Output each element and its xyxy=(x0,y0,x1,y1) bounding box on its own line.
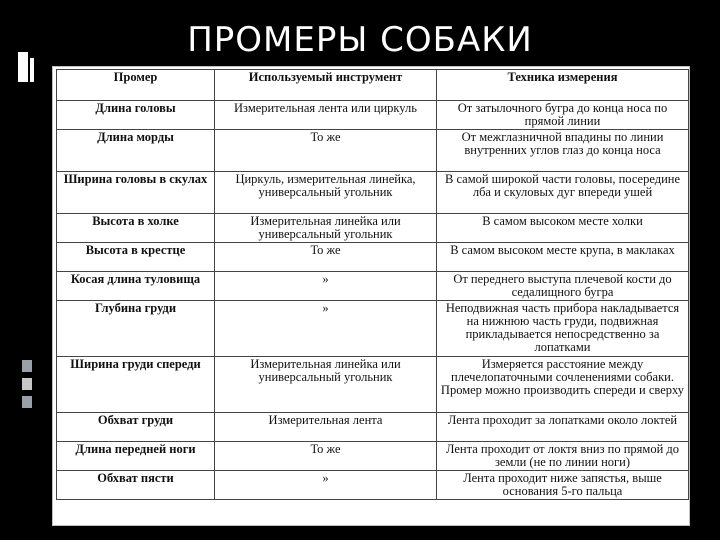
technique-cell: Лента проходит за лопатками около локтей xyxy=(437,413,689,442)
header-measurement: Промер xyxy=(57,70,215,101)
table-row xyxy=(57,172,689,214)
technique-cell: Измеряется расстояние между плечелопаточными сочленениями собаки. Промер можно производить спереди и сверху xyxy=(437,357,689,413)
technique-cell: В самом высоком месте холки xyxy=(437,214,689,243)
instrument-cell: Измерительная линейка или универсальный угольник xyxy=(215,214,437,243)
instrument-cell: » xyxy=(215,272,437,301)
instrument-cell: » xyxy=(215,471,437,500)
instrument-cell: То же xyxy=(215,130,437,172)
measurement-cell: Ширина груди спереди xyxy=(57,357,215,413)
decor-square-2 xyxy=(22,378,32,390)
table-row xyxy=(57,471,689,500)
technique-cell: Лента проходит ниже запястья, выше основания 5-го пальца xyxy=(437,471,689,500)
measurement-cell: Высота в крестце xyxy=(57,243,215,272)
instrument-cell: Измерительная линейка или универсальный угольник xyxy=(215,357,437,413)
table-row xyxy=(57,301,689,357)
instrument-cell: То же xyxy=(215,442,437,471)
table-header-row xyxy=(57,70,689,101)
table-row xyxy=(57,130,689,172)
technique-cell: От межглазничной впадины по линии внутренних углов глаз до конца носа xyxy=(437,130,689,172)
technique-cell: Неподвижная часть прибора накладывается на нижнюю часть груди, подвижная прикладывается непосредственно за лопатками xyxy=(437,301,689,357)
measurement-cell: Обхват пясти xyxy=(57,471,215,500)
table-row xyxy=(57,357,689,413)
table-row xyxy=(57,272,689,301)
decor-bar-top xyxy=(18,52,28,82)
table-row xyxy=(57,214,689,243)
instrument-cell: То же xyxy=(215,243,437,272)
decor-bar-mid xyxy=(30,58,34,82)
technique-cell: Лента проходит от локтя вниз по прямой до земли (не по линии ноги) xyxy=(437,442,689,471)
measurement-cell: Ширина головы в скулах xyxy=(57,172,215,214)
measurement-cell: Высота в холке xyxy=(57,214,215,243)
header-technique: Техника измерения xyxy=(437,70,689,101)
measurement-cell: Длина морды xyxy=(57,130,215,172)
table-row xyxy=(57,101,689,130)
technique-cell: От затылочного бугра до конца носа по прямой линии xyxy=(437,101,689,130)
instrument-cell: Измерительная лента xyxy=(215,413,437,442)
measurement-cell: Косая длина туловища xyxy=(57,272,215,301)
measurements-table xyxy=(56,69,689,500)
header-instrument: Используемый инструмент xyxy=(215,70,437,101)
instrument-cell: Циркуль, измерительная линейка, универсальный угольник xyxy=(215,172,437,214)
table-row xyxy=(57,413,689,442)
technique-cell: В самом высоком месте крупа, в маклаках xyxy=(437,243,689,272)
measurement-cell: Длина головы xyxy=(57,101,215,130)
table-row xyxy=(57,442,689,471)
measurement-cell: Глубина груди xyxy=(57,301,215,357)
measurements-table-frame xyxy=(52,66,690,526)
measurement-cell: Обхват груди xyxy=(57,413,215,442)
measurement-cell: Длина передней ноги xyxy=(57,442,215,471)
table-row xyxy=(57,243,689,272)
slide-title: ПРОМЕРЫ СОБАКИ xyxy=(187,20,533,60)
decor-square-1 xyxy=(22,360,32,372)
decor-square-3 xyxy=(22,396,32,408)
technique-cell: От переднего выступа плечевой кости до седалищного бугра xyxy=(437,272,689,301)
instrument-cell: Измерительная лента или циркуль xyxy=(215,101,437,130)
technique-cell: В самой широкой части головы, посередине лба и скуловых дуг впереди ушей xyxy=(437,172,689,214)
instrument-cell: » xyxy=(215,301,437,357)
